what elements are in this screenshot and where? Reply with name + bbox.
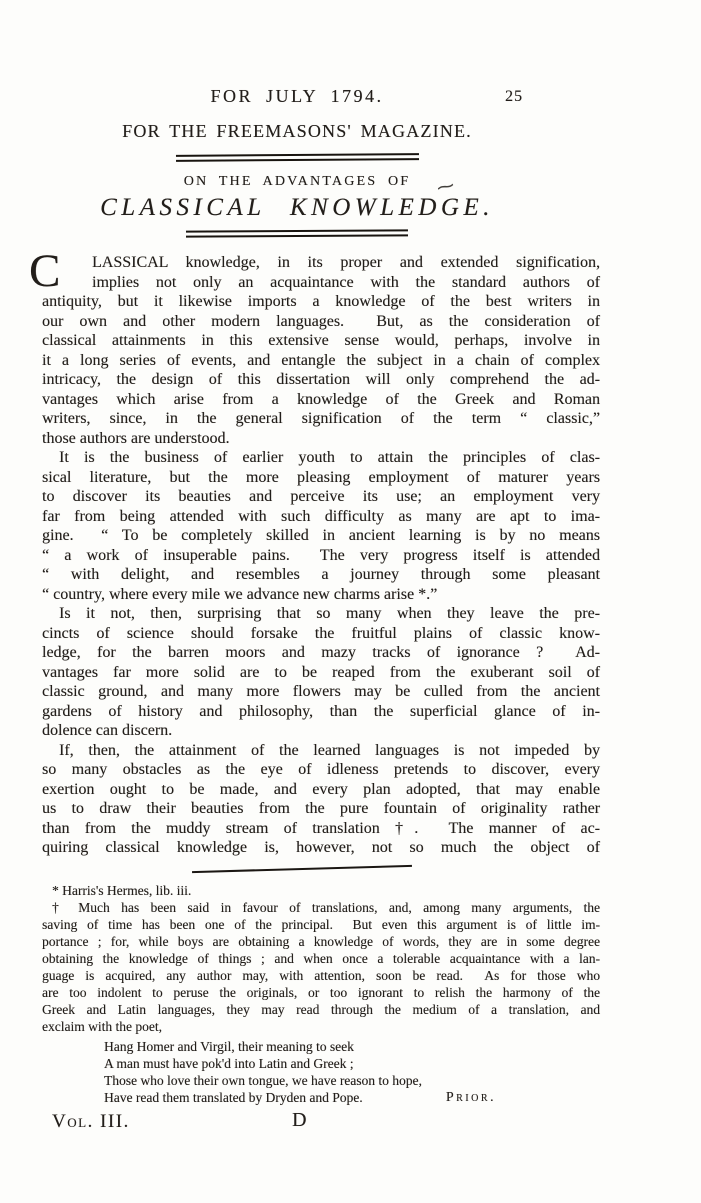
text-line: implies not only an acquaintance with the standard authors of bbox=[92, 273, 600, 291]
text-line: exclaim with the poet, bbox=[42, 1018, 162, 1034]
footnote-verse bbox=[42, 1038, 600, 1106]
text-line: vantages which arise from a knowledge of the Greek and Roman bbox=[42, 390, 600, 408]
text-line: those authors are understood. bbox=[42, 429, 230, 447]
article-title: CLASSICAL KNOWLEDGE. bbox=[100, 194, 494, 221]
text-line: are too indolent to peruse the originals, or too ignorant to relish the harmony of the bbox=[42, 984, 600, 1000]
page-number: 25 bbox=[505, 88, 523, 105]
text-line: writers, since, in the general signification of the term “ classic,” bbox=[42, 410, 600, 427]
text-line: Greek and Latin languages, they may read through the medium of a translation, and bbox=[42, 1001, 600, 1017]
text-line: “ a work of insuperable pains. The very progress itself is attended bbox=[42, 546, 600, 564]
text-line: “ country, where every mile we advance new charms arise *.” bbox=[42, 585, 438, 603]
printers-mark-icon: ⁓ bbox=[435, 175, 456, 198]
text-line: quiring classical knowledge is, however, not so much the object of bbox=[42, 839, 600, 856]
text-line: classic ground, and many more flowers may be culled from the ancient bbox=[42, 683, 600, 700]
text-line: far from being attended with such difficulty as many are apt to ima- bbox=[42, 507, 600, 525]
text-line: “ with delight, and resembles a journey through some pleasant bbox=[42, 566, 600, 583]
text-line: ledge, for the barren moors and mazy tracks of ignorance ? Ad- bbox=[42, 644, 600, 661]
magazine-title: FOR THE FREEMASONS' MAGAZINE. bbox=[122, 121, 472, 141]
footnote-separator-rule bbox=[192, 864, 412, 872]
text-line: vantages far more solid are to be reaped from the exuberant soil of bbox=[42, 663, 600, 681]
text-line: our own and other modern languages. But, as the consideration of bbox=[42, 312, 600, 330]
text-line: it a long series of events, and entangle the subject in a chain of complex bbox=[42, 351, 600, 369]
paragraph bbox=[42, 604, 600, 741]
text-line: saving of time has been one of the principal. But even this argument is of little im- bbox=[42, 916, 600, 932]
paragraph bbox=[42, 741, 600, 858]
text-line: LASSICAL knowledge, in its proper and extended signification, bbox=[92, 254, 600, 271]
text-line: gardens of history and philosophy, than the superficial glance of in- bbox=[42, 702, 600, 720]
text-line: cincts of science should forsake the fruitful plains of classic know- bbox=[42, 624, 600, 642]
verse-line: Those who love their own tongue, we have reason to hope, bbox=[104, 1072, 422, 1088]
issue-line: FOR JULY 1794. bbox=[210, 86, 384, 106]
text-line: intricacy, the design of this dissertation will only comprehend the ad- bbox=[42, 371, 600, 388]
volume-label: Vol. III. bbox=[52, 1110, 130, 1132]
text-line: Is it not, then, surprising that so many when they leave the pre- bbox=[59, 605, 600, 622]
article-body bbox=[29, 245, 600, 858]
verse-line: A man must have pok'd into Latin and Greek ; bbox=[104, 1055, 354, 1071]
text-line: It is the business of earlier youth to attain the principles of clas- bbox=[59, 449, 600, 466]
paragraph bbox=[29, 245, 600, 448]
text-line: than from the muddy stream of translation †. The manner of ac- bbox=[42, 819, 600, 837]
article-header bbox=[18, 86, 576, 237]
double-rule-top bbox=[175, 153, 418, 162]
paragraph bbox=[42, 448, 600, 604]
text-line: dolence can discern. bbox=[42, 722, 173, 739]
page-footer bbox=[42, 1108, 600, 1137]
text-line: † Much has been said in favour of translations, and, among many arguments, the bbox=[52, 899, 600, 915]
verse-attribution: Prior. bbox=[445, 1089, 496, 1105]
text-line: sical literature, but the more pleasing employment of maturer years bbox=[42, 468, 600, 486]
text-line: portance ; for, while boys are obtaining a knowledge of words, they are in some degree bbox=[42, 933, 600, 949]
verse-line: Have read them translated by Dryden and Pope. bbox=[104, 1089, 363, 1105]
text-line: so many obstacles as the eye of idleness pretends to discover, every bbox=[42, 761, 600, 778]
text-line: * Harris's Hermes, lib. iii. bbox=[52, 882, 192, 898]
text-line: obtaining the knowledge of things ; and when once a tolerable acquaintance with a lan- bbox=[42, 950, 600, 966]
double-rule-bottom bbox=[186, 229, 408, 237]
article-subtitle: ON THE ADVANTAGES OF bbox=[183, 174, 411, 189]
text-line: antiquity, but it likewise imports a knowledge of the best writers in bbox=[42, 293, 600, 310]
drop-cap: C bbox=[29, 245, 61, 297]
text-line: to discover its beauties and perceive its use; an employment very bbox=[42, 488, 600, 505]
text-line: us to draw their beauties from the pure fountain of originality rather bbox=[42, 800, 600, 817]
text-line: If, then, the attainment of the learned languages is not impeded by bbox=[59, 741, 600, 759]
text-line: classical attainments in this extensive sense would, perhaps, involve in bbox=[42, 332, 600, 349]
verse-line: Hang Homer and Virgil, their meaning to seek bbox=[104, 1038, 354, 1054]
page-content bbox=[29, 0, 600, 1137]
text-line: gine. “ To be completely skilled in ancient learning is by no means bbox=[42, 527, 600, 544]
footnotes bbox=[42, 882, 600, 1035]
text-line: exertion ought to be made, and every plan adopted, that may enable bbox=[42, 780, 600, 798]
text-line: guage is acquired, any author may, with attention, soon be read. As for those who bbox=[42, 967, 600, 983]
signature-mark: D bbox=[292, 1108, 307, 1131]
